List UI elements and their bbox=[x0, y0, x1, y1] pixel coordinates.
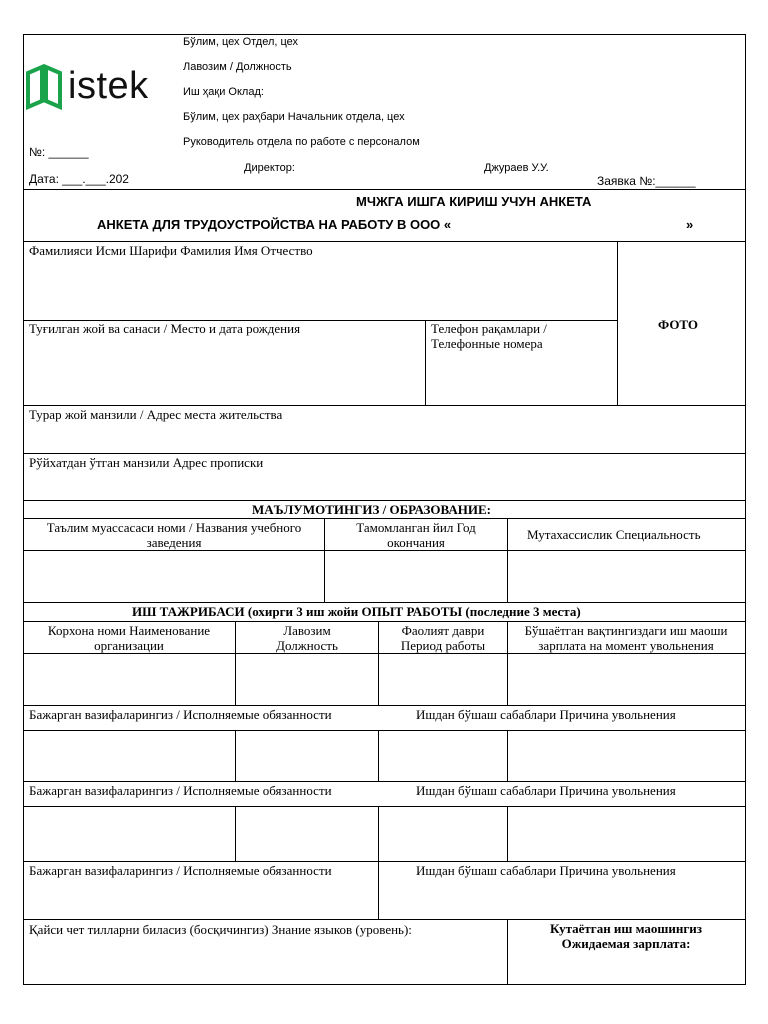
form-date-field[interactable]: Дата: ___.___.202 bbox=[29, 172, 129, 186]
divider bbox=[617, 241, 618, 406]
experience-3-org-cell[interactable] bbox=[24, 807, 235, 861]
divider bbox=[507, 919, 508, 985]
expected-salary-label-uz: Кутаётган иш маошингиз bbox=[549, 921, 702, 936]
experience-1-reason[interactable]: Ишдан бўшаш сабаблари Причина увольнения bbox=[416, 707, 676, 722]
request-number-field[interactable]: Заявка №:______ bbox=[597, 174, 696, 188]
divider bbox=[23, 405, 746, 406]
divider bbox=[23, 705, 746, 706]
education-specialty-cell[interactable] bbox=[508, 551, 745, 602]
divider bbox=[379, 806, 746, 807]
experience-1-duties[interactable]: Бажарган вазифаларингиз / Исполняемые обязанности bbox=[29, 707, 332, 722]
istek-logo-icon bbox=[25, 64, 63, 110]
education-heading: МАЪЛУМОТИНГИЗ / ОБРАЗОВАНИЕ: bbox=[252, 502, 491, 517]
director-label: Директор: bbox=[244, 162, 295, 174]
divider bbox=[23, 518, 746, 519]
divider bbox=[23, 189, 746, 190]
photo-box: ФОТО bbox=[658, 317, 699, 332]
divider bbox=[23, 453, 746, 454]
phone-field[interactable]: Телефон рақамлари / Телефонные номера bbox=[431, 321, 547, 351]
frame-right bbox=[745, 34, 746, 985]
form-number-field[interactable]: №: ______ bbox=[29, 145, 89, 159]
education-col-institution: Таълим муассасаси номи / Названия учебного заведения bbox=[46, 520, 302, 550]
experience-2-org-cell[interactable] bbox=[24, 731, 235, 781]
frame-top bbox=[23, 34, 746, 35]
divider bbox=[235, 621, 236, 706]
experience-2-duties[interactable]: Бажарган вазифаларингиз / Исполняемые обязанности bbox=[29, 783, 332, 798]
divider bbox=[235, 806, 236, 862]
divider bbox=[235, 730, 236, 782]
frame-bottom bbox=[23, 984, 746, 985]
header-position: Лавозим / Должность bbox=[183, 61, 292, 73]
fio-field[interactable]: Фамилияси Исми Шарифи Фамилия Имя Отчество bbox=[29, 243, 313, 258]
experience-heading: ИШ ТАЖРИБАСИ (охирги 3 иш жойи ОПЫТ РАБОТЫ (последние 3 места) bbox=[132, 604, 581, 619]
address-field[interactable]: Турар жой манзили / Адрес места жительства bbox=[29, 407, 283, 422]
education-year-cell[interactable] bbox=[325, 551, 507, 602]
header-salary: Иш ҳақи Оклад: bbox=[183, 86, 264, 98]
divider bbox=[23, 500, 746, 501]
education-col-year: Тамомланган йил Год окончания bbox=[356, 520, 476, 550]
divider bbox=[378, 730, 379, 782]
experience-col-position: Лавозим Должность bbox=[276, 623, 338, 653]
divider bbox=[23, 602, 746, 603]
education-institution-cell[interactable] bbox=[24, 551, 324, 602]
divider bbox=[507, 621, 508, 706]
logo-wordmark: istek bbox=[68, 65, 149, 107]
header-hr-head: Руководитель отдела по работе с персоналом bbox=[183, 136, 420, 148]
form-title-close-quote: » bbox=[686, 217, 694, 232]
education-col-specialty: Мутахассислик Специальность bbox=[527, 527, 701, 542]
divider bbox=[23, 781, 746, 782]
divider bbox=[378, 621, 379, 706]
header-department: Бўлим, цех Отдел, цех bbox=[183, 36, 299, 48]
experience-col-salary: Бўшаётган вақтингиздаги иш маоши зарплата на момент увольнения bbox=[524, 623, 728, 653]
experience-3-duties[interactable]: Бажарган вазифаларингиз / Исполняемые обязанности bbox=[29, 863, 332, 878]
divider bbox=[23, 621, 746, 622]
header-department-head: Бўлим, цех раҳбари Начальник отдела, цех bbox=[183, 111, 405, 123]
divider bbox=[378, 806, 379, 920]
divider bbox=[23, 861, 746, 862]
languages-field[interactable]: Қайси чет тилларни биласиз (босқичингиз) Знание языков (уровень): bbox=[29, 922, 412, 937]
experience-1-org-cell[interactable] bbox=[24, 654, 235, 705]
divider bbox=[425, 320, 426, 406]
experience-3-reason[interactable]: Ишдан бўшаш сабаблари Причина увольнения bbox=[416, 863, 676, 878]
divider bbox=[23, 919, 746, 920]
divider bbox=[507, 806, 508, 862]
expected-salary-label-ru: Ожидаемая зарплата: bbox=[561, 936, 691, 951]
divider bbox=[23, 241, 746, 242]
birth-field[interactable]: Туғилган жой ва санаси / Место и дата рождения bbox=[29, 321, 301, 336]
form-title-ru: АНКЕТА ДЛЯ ТРУДОУСТРОЙСТВА НА РАБОТУ В ООО « bbox=[97, 217, 452, 232]
experience-col-org: Корхона номи Наименование организации bbox=[47, 623, 211, 653]
form-title-uz: МЧЖГА ИШГА КИРИШ УЧУН АНКЕТА bbox=[356, 194, 592, 209]
experience-col-period: Фаолият даври Период работы bbox=[400, 623, 486, 653]
registration-field[interactable]: Рўйхатдан ўтган манзили Адрес прописки bbox=[29, 455, 264, 470]
divider bbox=[507, 730, 508, 782]
experience-2-reason[interactable]: Ишдан бўшаш сабаблари Причина увольнения bbox=[416, 783, 676, 798]
director-name: Джураев У.У. bbox=[484, 162, 549, 174]
